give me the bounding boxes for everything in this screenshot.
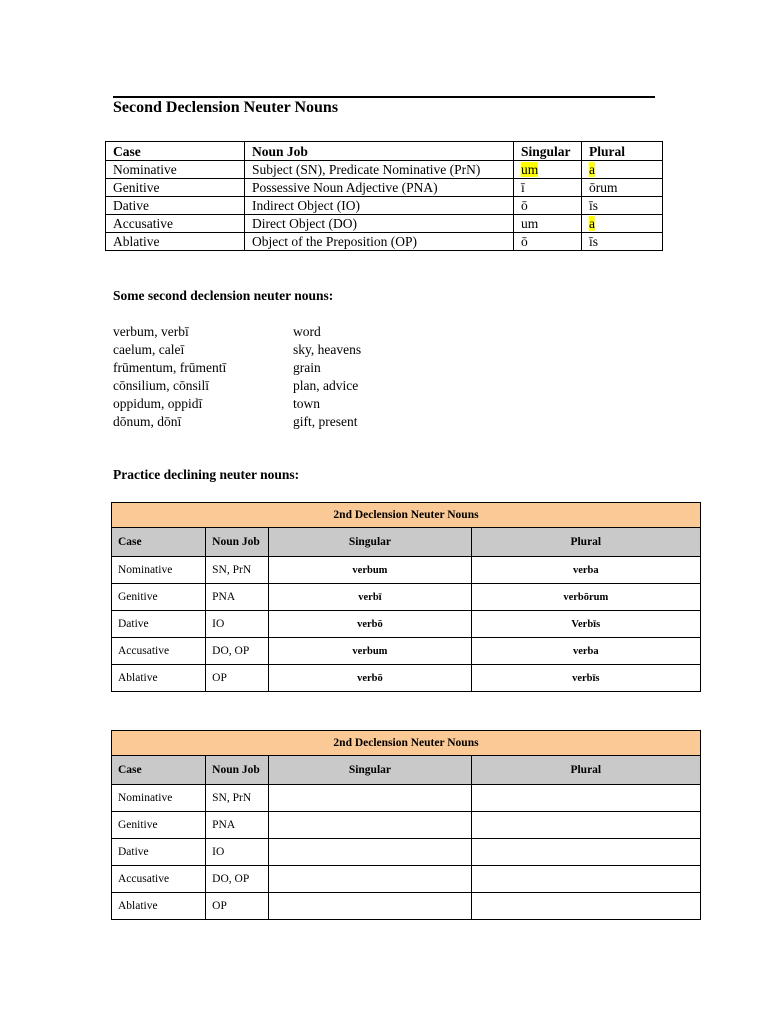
noun-job-cell: OP — [206, 893, 269, 920]
endings-header-row — [106, 142, 663, 161]
noun-job-cell: OP — [206, 665, 269, 692]
highlighted-ending: a — [589, 216, 595, 231]
case-cell: Ablative — [106, 233, 245, 251]
english-meaning: grain — [293, 360, 321, 375]
case-cell: Nominative — [106, 161, 245, 179]
header-case: Case — [106, 142, 245, 161]
plural-blank-cell — [471, 785, 700, 812]
vocab-item — [113, 323, 413, 341]
noun-job-cell: IO — [206, 839, 269, 866]
latin-noun: caelum, caleī — [113, 342, 185, 357]
case-cell: Genitive — [112, 812, 206, 839]
plural-form: verba — [471, 638, 700, 665]
vocab-item — [113, 359, 413, 377]
practice-heading: Practice declining neuter nouns: — [113, 467, 300, 482]
header-case: Case — [112, 756, 206, 785]
singular-form: verbum — [269, 638, 471, 665]
title-rule — [113, 96, 655, 98]
endings-row — [106, 179, 663, 197]
singular-cell — [514, 161, 582, 179]
practice-row — [112, 638, 701, 665]
singular-form: verbī — [269, 584, 471, 611]
singular-form: verbō — [269, 665, 471, 692]
noun-job-cell: DO, OP — [206, 638, 269, 665]
header-noun-job: Noun Job — [206, 528, 269, 557]
singular-blank-cell — [269, 893, 471, 920]
plural-cell: īs — [582, 197, 663, 215]
practice-caption-row — [112, 731, 701, 756]
case-cell: Ablative — [112, 665, 206, 692]
plural-blank-cell — [471, 893, 700, 920]
header-singular: Singular — [269, 756, 471, 785]
plural-form: verba — [471, 557, 700, 584]
practice-caption: 2nd Declension Neuter Nouns — [112, 731, 701, 756]
practice-caption-row — [112, 503, 701, 528]
noun-job-cell: Subject (SN), Predicate Nominative (PrN) — [245, 161, 514, 179]
noun-job-cell: Possessive Noun Adjective (PNA) — [245, 179, 514, 197]
plural-form: verbōrum — [471, 584, 700, 611]
noun-job-cell: DO, OP — [206, 866, 269, 893]
english-meaning: town — [293, 396, 320, 411]
vocab-item — [113, 395, 413, 413]
noun-job-cell: PNA — [206, 584, 269, 611]
vocab-item — [113, 413, 413, 431]
header-plural: Plural — [471, 528, 700, 557]
header-noun-job: Noun Job — [206, 756, 269, 785]
english-meaning: gift, present — [293, 414, 358, 429]
singular-blank-cell — [269, 839, 471, 866]
plural-blank-cell — [471, 839, 700, 866]
singular-blank-cell — [269, 812, 471, 839]
case-cell: Accusative — [112, 638, 206, 665]
latin-noun: verbum, verbī — [113, 324, 189, 339]
endings-table — [105, 141, 663, 251]
english-meaning: word — [293, 324, 321, 339]
page-title: Second Declension Neuter Nouns — [113, 99, 339, 116]
plural-blank-cell — [471, 812, 700, 839]
case-cell: Dative — [106, 197, 245, 215]
header-plural: Plural — [471, 756, 700, 785]
practice-row — [112, 866, 701, 893]
practice-row — [112, 665, 701, 692]
vocab-item — [113, 341, 413, 359]
practice-row — [112, 785, 701, 812]
singular-form: verbum — [269, 557, 471, 584]
case-cell: Nominative — [112, 785, 206, 812]
practice-row — [112, 812, 701, 839]
endings-row — [106, 215, 663, 233]
noun-job-cell: SN, PrN — [206, 557, 269, 584]
case-cell: Ablative — [112, 893, 206, 920]
noun-job-cell: Indirect Object (IO) — [245, 197, 514, 215]
singular-blank-cell — [269, 866, 471, 893]
noun-job-cell: IO — [206, 611, 269, 638]
plural-blank-cell — [471, 866, 700, 893]
singular-blank-cell — [269, 785, 471, 812]
singular-form: verbō — [269, 611, 471, 638]
plural-cell — [582, 215, 663, 233]
case-cell: Accusative — [112, 866, 206, 893]
header-case: Case — [112, 528, 206, 557]
case-cell: Genitive — [112, 584, 206, 611]
endings-row — [106, 197, 663, 215]
header-noun-job: Noun Job — [245, 142, 514, 161]
case-cell: Genitive — [106, 179, 245, 197]
endings-row — [106, 161, 663, 179]
practice-header-row — [112, 756, 701, 785]
practice-table-blank — [111, 730, 701, 920]
practice-caption: 2nd Declension Neuter Nouns — [112, 503, 701, 528]
vocab-list — [113, 323, 413, 431]
case-cell: Nominative — [112, 557, 206, 584]
english-meaning: sky, heavens — [293, 342, 362, 357]
vocab-item — [113, 377, 413, 395]
english-meaning: plan, advice — [293, 378, 359, 393]
practice-row — [112, 611, 701, 638]
noun-job-cell: Object of the Preposition (OP) — [245, 233, 514, 251]
singular-cell: ō — [514, 197, 582, 215]
case-cell: Dative — [112, 839, 206, 866]
noun-job-cell: SN, PrN — [206, 785, 269, 812]
highlighted-ending: um — [521, 162, 539, 177]
singular-cell: ō — [514, 233, 582, 251]
singular-cell: um — [514, 215, 582, 233]
practice-row — [112, 557, 701, 584]
latin-noun: dōnum, dōnī — [113, 414, 182, 429]
plural-cell — [582, 161, 663, 179]
highlighted-ending: a — [589, 162, 595, 177]
vocab-heading: Some second declension neuter nouns: — [113, 288, 334, 303]
practice-header-row — [112, 528, 701, 557]
latin-noun: oppidum, oppidī — [113, 396, 203, 411]
plural-cell: īs — [582, 233, 663, 251]
practice-row — [112, 839, 701, 866]
case-cell: Dative — [112, 611, 206, 638]
case-cell: Accusative — [106, 215, 245, 233]
plural-form: Verbīs — [471, 611, 700, 638]
header-plural: Plural — [582, 142, 663, 161]
practice-row — [112, 584, 701, 611]
noun-job-cell: Direct Object (DO) — [245, 215, 514, 233]
singular-cell: ī — [514, 179, 582, 197]
plural-form: verbīs — [471, 665, 700, 692]
practice-table-completed — [111, 502, 701, 692]
latin-noun: frūmentum, frūmentī — [113, 360, 227, 375]
header-singular: Singular — [269, 528, 471, 557]
noun-job-cell: PNA — [206, 812, 269, 839]
endings-row — [106, 233, 663, 251]
header-singular: Singular — [514, 142, 582, 161]
latin-noun: cōnsilium, cōnsilī — [113, 378, 209, 393]
practice-row — [112, 893, 701, 920]
plural-cell: ōrum — [582, 179, 663, 197]
